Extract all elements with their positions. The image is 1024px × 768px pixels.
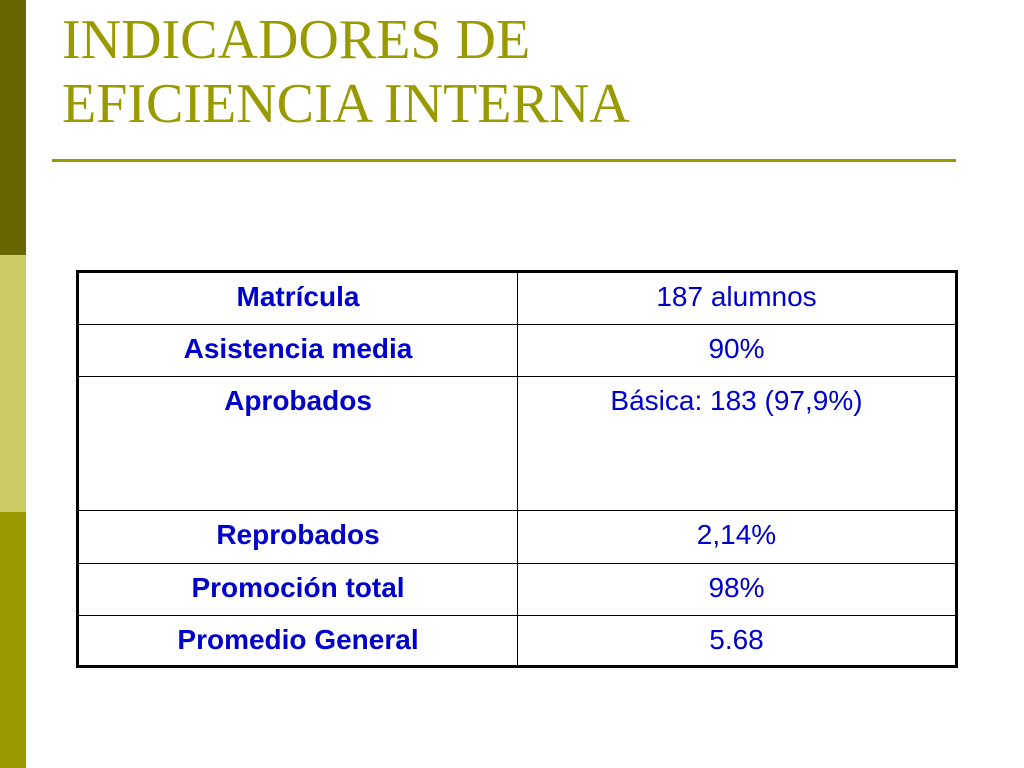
indicators-table <box>76 270 958 668</box>
title-line-1: INDICADORES DE <box>62 9 531 71</box>
table-row <box>78 325 957 377</box>
table-row <box>78 616 957 667</box>
row-label: Reprobados <box>78 511 518 564</box>
row-label: Matrícula <box>78 272 518 325</box>
slide-title <box>62 8 630 136</box>
table-row <box>78 377 957 511</box>
row-value: 98% <box>518 564 957 616</box>
row-value: 5.68 <box>518 616 957 667</box>
title-line-2: EFICIENCIA INTERNA <box>62 73 630 135</box>
table-row <box>78 511 957 564</box>
row-value: 187 alumnos <box>518 272 957 325</box>
side-bar-top <box>0 0 26 255</box>
row-label: Asistencia media <box>78 325 518 377</box>
row-label: Promoción total <box>78 564 518 616</box>
title-underline <box>52 159 956 162</box>
row-label: Promedio General <box>78 616 518 667</box>
side-bar-middle <box>0 255 26 512</box>
row-value: Básica: 183 (97,9%) <box>518 377 957 511</box>
table-row <box>78 272 957 325</box>
table-row <box>78 564 957 616</box>
row-value: 2,14% <box>518 511 957 564</box>
row-value: 90% <box>518 325 957 377</box>
row-label: Aprobados <box>78 377 518 511</box>
side-bar-bottom <box>0 512 26 768</box>
